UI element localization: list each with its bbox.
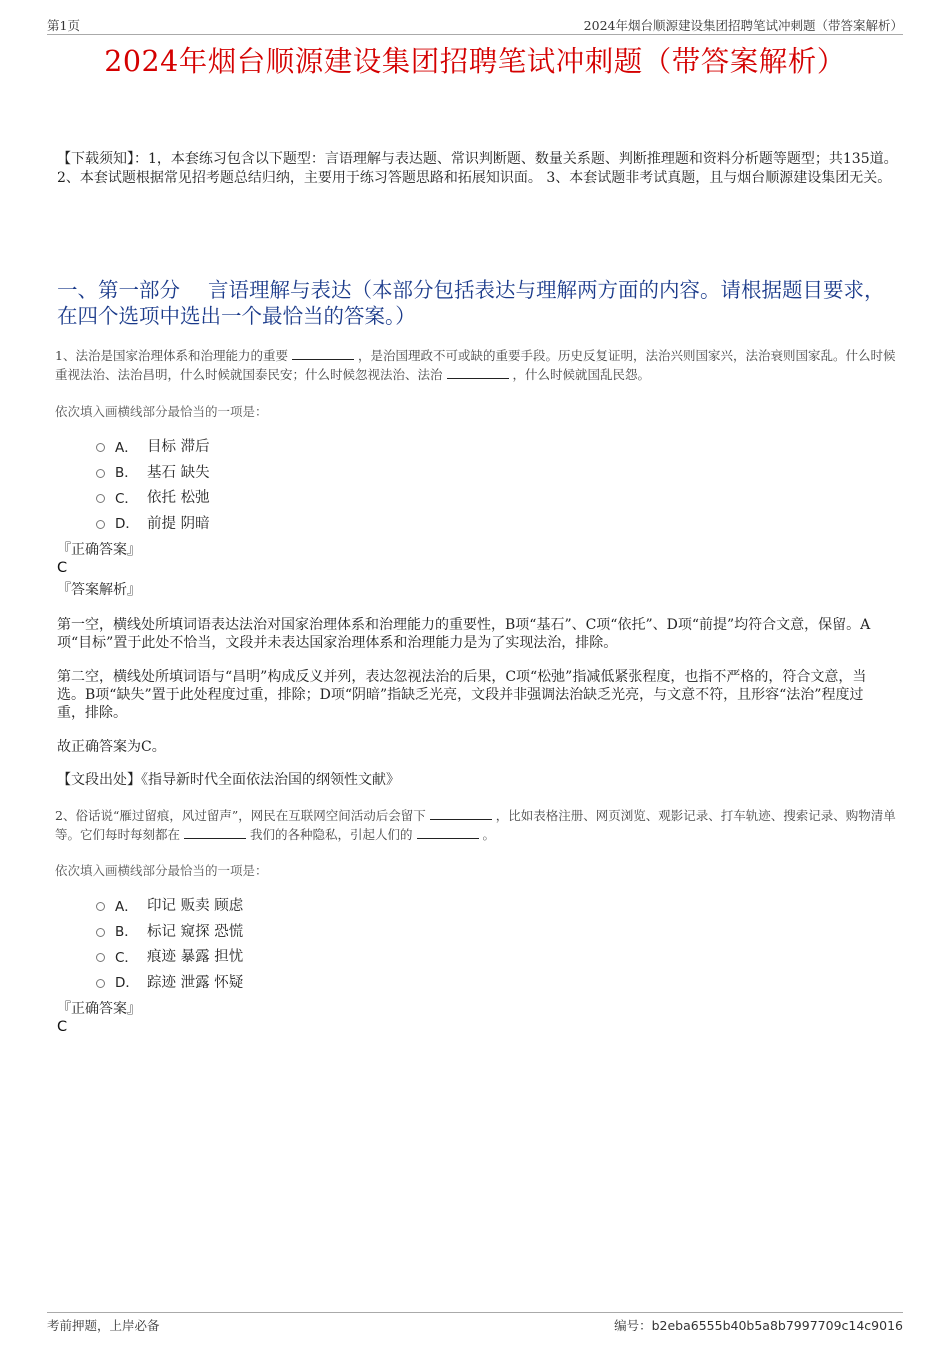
- radio-icon[interactable]: [96, 469, 105, 478]
- question-1-text: 1、法治是国家治理体系和治理能力的重要 ，是治国理政不可或缺的重要手段。历史反复证明，法治兴则国家兴，法治衰则国家乱。什么时候重视法治、法治昌明，什么时候就国泰民安；什么时候忽视法治、法治 ，什么时候就国乱民怨。: [55, 348, 896, 382]
- question-1-options: [96, 433, 210, 535]
- analysis-paragraph-2: 第二空，横线处所填词语与“昌明”构成反义并列，表达忽视法治的后果，C项“松弛”指减低紧张程度，也指不严格的，符合文意，当选。B项“缺失”置于此处程度过重，排除；D项“阴暗”指缺乏光亮，文段并非强调法治缺乏光亮，与文意不符，且形容“法治”程度过重，排除。: [57, 669, 867, 721]
- analysis-conclusion: 故正确答案为C。: [57, 739, 166, 755]
- radio-icon[interactable]: [96, 443, 105, 452]
- option-a[interactable]: A． 目标 滞后: [96, 433, 210, 459]
- header-doc-title: 2024年烟台顺源建设集团招聘笔试冲刺题（带答案解析）: [583, 18, 903, 33]
- answer-analysis-label: 『答案解析』: [57, 582, 141, 598]
- correct-answer-label: 『正确答案』: [57, 542, 141, 558]
- answer-blank: [417, 826, 479, 839]
- footer-slogan: 考前押题，上岸必备: [47, 1318, 160, 1333]
- section-desc: 言语理解与表达（本部分包括表达与理解两方面的内容。请根据题目要求，在四个选项中选出一个最恰当的答案。）: [57, 278, 885, 328]
- question-2-options: [96, 892, 243, 994]
- page-number: 第1页: [47, 18, 80, 33]
- download-notice: 【下载须知】：1，本套练习包含以下题型：言语理解与表达题、常识判断题、数量关系题、判断推理题和资料分析题等题型；共135道。 2、本套试题根据常见招考题总结归纳，主要用于练习答题思路和拓展知识面。 3、本套试题非考试真题，且与烟台顺源建设集团无关。: [57, 151, 898, 186]
- section-part: 一、第一部分: [57, 278, 180, 302]
- radio-icon[interactable]: [96, 979, 105, 988]
- option-d[interactable]: D． 踪迹 泄露 怀疑: [96, 969, 243, 995]
- footer-code: 编号：b2eba6555b40b5a8b7997709c14c9016: [614, 1318, 903, 1333]
- option-d[interactable]: D． 前提 阴暗: [96, 510, 210, 536]
- correct-answer-label: 『正确答案』: [57, 1001, 141, 1017]
- question-2-prompt: 依次填入画横线部分最恰当的一项是：: [55, 863, 268, 878]
- section-heading: [57, 277, 890, 329]
- option-c[interactable]: C． 痕迹 暴露 担忧: [96, 943, 243, 969]
- correct-answer: C: [57, 560, 68, 576]
- radio-icon[interactable]: [96, 902, 105, 911]
- radio-icon[interactable]: [96, 520, 105, 529]
- option-b[interactable]: B． 基石 缺失: [96, 459, 210, 485]
- passage-source: 【文段出处】《指导新时代全面依法治国的纲领性文献》: [57, 772, 400, 788]
- answer-blank: [447, 366, 509, 379]
- question-2-text: 2、俗话说“雁过留痕，风过留声”，网民在互联网空间活动后会留下 ，比如表格注册、网页浏览、观影记录、打车轨迹、搜索记录、购物清单等。它们每时每刻都在 我们的各种隐私，引起人们的 。: [55, 808, 896, 842]
- answer-blank: [292, 347, 354, 360]
- answer-blank: [430, 807, 492, 820]
- analysis-paragraph-1: 第一空，横线处所填词语表达法治对国家治理体系和治理能力的重要性，B项“基石”、C项“依托”、D项“前提”均符合文意，保留。A项“目标”置于此处不恰当，文段并未表达国家治理体系和治理能力是为了实现法治，排除。: [57, 617, 871, 651]
- answer-blank: [184, 826, 246, 839]
- radio-icon[interactable]: [96, 928, 105, 937]
- question-1-prompt: 依次填入画横线部分最恰当的一项是：: [55, 404, 268, 419]
- radio-icon[interactable]: [96, 953, 105, 962]
- option-a[interactable]: A． 印记 贩卖 顾虑: [96, 892, 243, 918]
- page-footer: [47, 1312, 903, 1335]
- option-b[interactable]: B． 标记 窥探 恐慌: [96, 918, 243, 944]
- correct-answer: C: [57, 1019, 68, 1035]
- document-title: 2024年烟台顺源建设集团招聘笔试冲刺题（带答案解析）: [104, 45, 846, 78]
- page-header: [47, 14, 903, 35]
- radio-icon[interactable]: [96, 494, 105, 503]
- option-c[interactable]: C． 依托 松弛: [96, 484, 210, 510]
